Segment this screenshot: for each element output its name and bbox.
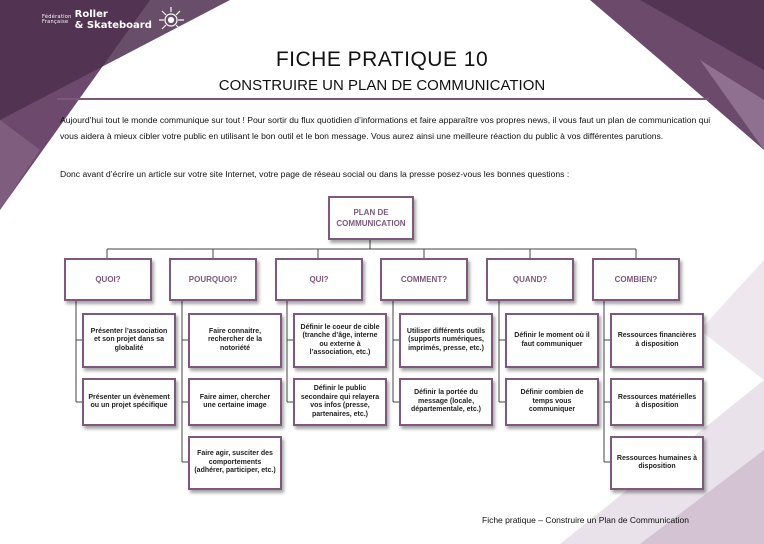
category-quand: QUAND? <box>486 258 574 301</box>
logo-line-1: Fédération <box>42 14 72 20</box>
intro-paragraph-2: Donc avant d’écrire un article sur votre site Internet, votre page de réseau social ou dans la presse posez-vous les bonnes questions : <box>60 169 570 179</box>
leaf-comment-1: Utiliser différents outils (supports numériques, imprimés, presse, etc.) <box>399 313 493 368</box>
category-comment: COMMENT? <box>380 258 468 301</box>
category-qui: QUI? <box>275 258 363 301</box>
leaf-pourquoi-1: Faire connaitre, rechercher de la notoriété <box>188 313 282 368</box>
category-combien: COMBIEN? <box>592 258 680 301</box>
leaf-qui-2: Définir le public secondaire qui relayera vos infos (presse, partenaires, etc.) <box>293 378 387 426</box>
category-quoi: QUOI? <box>64 258 152 301</box>
logo-brand-top: Roller <box>74 9 108 20</box>
leaf-quand-1: Définir le moment où il faut communiquer <box>505 313 599 368</box>
leaf-quoi-2: Présenter un évènement ou un projet spécifique <box>82 378 176 426</box>
leaf-quoi-1: Présenter l’association et son projet dans sa globalité <box>82 313 176 368</box>
logo-brand-bottom: & Skateboard <box>74 20 152 31</box>
intro-paragraph-1: Aujourd’hui tout le monde communique sur tout ! Pour sortir du flux quotidien d’informations et faire apparaître vos propres news, il vous faut un plan de communication qui vous aidera à mieux cibler votre public en utilisant le bon outil et le bon message. Vous aurez ainsi une meilleure réaction du public à vos différentes parutions. <box>60 115 711 141</box>
page-title: FICHE PRATIQUE 10 <box>275 48 489 71</box>
page-subtitle: CONSTRUIRE UN PLAN DE COMMUNICATION <box>218 77 546 94</box>
category-pourquoi: POURQUOI? <box>169 258 257 301</box>
diagram-root-node: PLAN DE COMMUNICATION <box>328 196 414 240</box>
leaf-pourquoi-3: Faire agir, susciter des comportements (adhérer, participer, etc.) <box>188 436 282 490</box>
ffrs-logo <box>42 6 186 34</box>
leaf-quand-2: Définir combien de temps vous communiquer <box>505 378 599 426</box>
wheel-burst-icon <box>156 6 186 34</box>
leaf-comment-2: Définir la portée du message (locale, départementale, etc.) <box>399 378 493 426</box>
leaf-combien-1: Ressources financières à disposition <box>610 313 704 368</box>
logo-line-2: Française <box>42 19 69 25</box>
logo-brand <box>75 9 152 31</box>
leaf-qui-1: Définir le coeur de cible (tranche d’âge, interne ou externe à l’association, etc.) <box>293 313 387 368</box>
logo-wordmark <box>42 15 72 25</box>
page-footer: Fiche pratique – Construire un Plan de Communication <box>482 515 689 525</box>
leaf-combien-3: Ressources humaines à disposition <box>610 436 704 490</box>
leaf-combien-2: Ressources matérielles à disposition <box>610 378 704 426</box>
leaf-pourquoi-2: Faire aimer, chercher une certaine image <box>188 378 282 426</box>
